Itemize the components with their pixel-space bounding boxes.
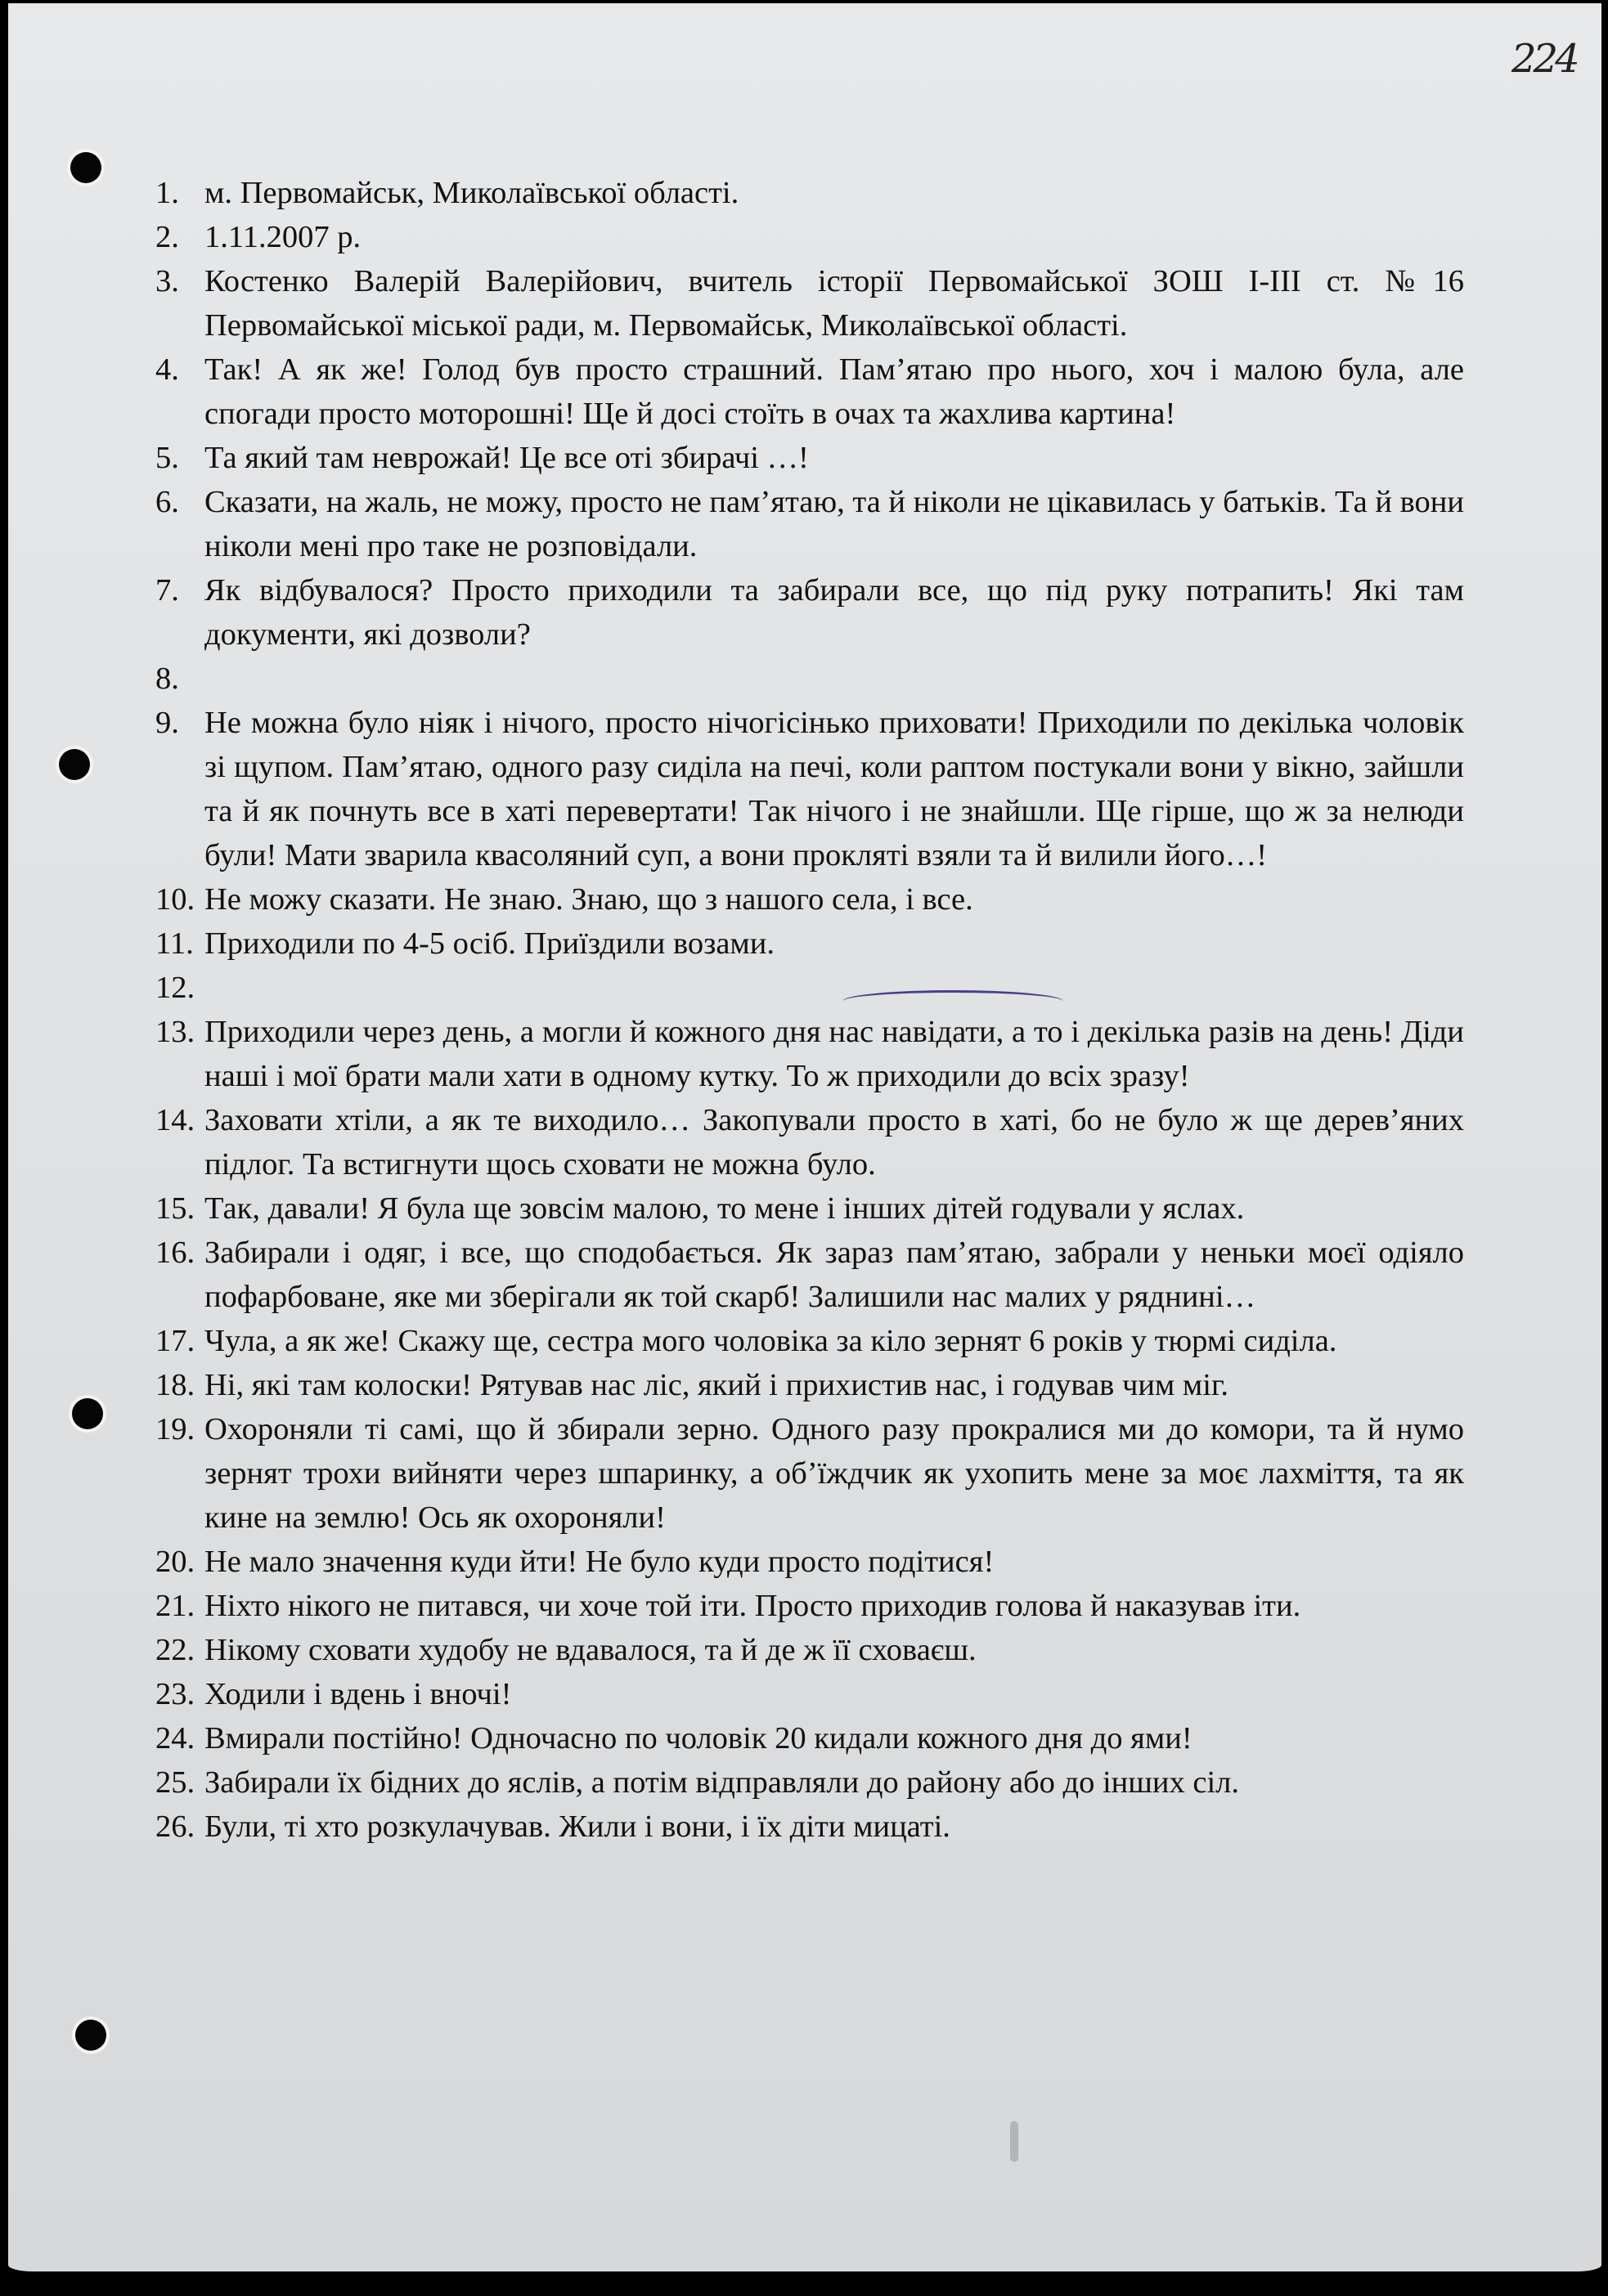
punch-hole [75, 2020, 106, 2051]
item-text: Забирали їх бідних до яслів, а потім відправляли до району або до інших сіл. [204, 1765, 1240, 1800]
list-item [155, 1319, 1464, 1363]
item-text: Ні, які там колоски! Рятував нас ліс, який і прихистив нас, і годував чим міг. [204, 1368, 1229, 1402]
list-item [155, 922, 1464, 966]
item-number: 19. [155, 1412, 195, 1446]
list-item [155, 480, 1464, 568]
list-item [155, 568, 1464, 657]
item-text: Ніхто нікого не питався, чи хоче той іти. Просто приходив голова й наказував іти. [204, 1589, 1301, 1623]
smudge-mark [1010, 2121, 1018, 2162]
list-item [155, 171, 1464, 215]
item-text: Не можна було ніяк і нічого, просто нічогісінько приховати! Приходили по декілька чоловік зі щупом. Пам’ятаю, одного разу сиділа на печі, коли раптом постукали вони у вікно, зайшли та й як почнуть все в хаті перевертати! Так нічого і не знайшли. Ще гірше, що ж за нелюди були! Мати зварила квасоляний суп, а вони прокляті взяли та й вилили його…! [204, 706, 1464, 872]
punch-hole [72, 1398, 103, 1429]
list-item [155, 1010, 1464, 1098]
item-text: Були, ті хто розкулачував. Жили і вони, і їх діти мицаті. [204, 1809, 950, 1844]
item-text: Приходили по 4-5 осіб. Приїздили возами. [204, 926, 775, 961]
list-item [155, 877, 1464, 922]
list-item [155, 1584, 1464, 1628]
list-item [155, 701, 1464, 877]
list-item [155, 1407, 1464, 1540]
punch-hole [70, 152, 101, 183]
list-item [155, 1716, 1464, 1760]
list-item [155, 1186, 1464, 1231]
list-item [155, 1231, 1464, 1319]
item-number: 17. [155, 1324, 195, 1358]
item-number: 22. [155, 1633, 195, 1667]
item-text: Так! А як же! Голод був просто страшний. Пам’ятаю про нього, хоч і малою була, але спогади просто моторошні! Ще й досі стоїть в очах та жахлива картина! [204, 352, 1464, 431]
item-text: Чула, а як же! Скажу ще, сестра мого чоловіка за кіло зернят 6 років у тюрмі сиділа. [204, 1324, 1337, 1358]
item-text: Ходили і вдень і вночі! [204, 1677, 512, 1711]
item-text: Заховати хтіли, а як те виходило… Закопували просто в хаті, бо не було ж ще дерев’яних підлог. Та встигнути щось сховати не можна було. [204, 1103, 1464, 1182]
item-text: Нікому сховати худобу не вдавалося, та й де ж її сховаєш. [204, 1633, 977, 1667]
item-text: Забирали і одяг, і все, що сподобається. Як зараз пам’ятаю, забрали у неньки моєї одіяло пофарбоване, яке ми зберігали як той скарб! Залишили нас малих у ряднині… [204, 1235, 1464, 1314]
item-text: Не можу сказати. Не знаю. Знаю, що з нашого села, і все. [204, 882, 973, 917]
list-item [155, 215, 1464, 259]
item-text [204, 657, 1464, 701]
list-item [155, 1098, 1464, 1186]
item-number: 23. [155, 1677, 195, 1711]
item-text: Вмирали постійно! Одночасно по чоловік 20 кидали кожного дня до ями! [204, 1721, 1193, 1756]
list-item [155, 259, 1464, 348]
item-number: 13. [155, 1015, 195, 1049]
item-number: 14. [155, 1103, 195, 1137]
item-text: Та який там неврожай! Це все оті збирачі …! [204, 441, 809, 475]
item-number: 9. [155, 706, 179, 740]
item-text [204, 966, 1464, 1010]
item-number: 6. [155, 485, 179, 519]
list-item [155, 1760, 1464, 1805]
punch-hole [59, 749, 90, 780]
item-text: Не мало значення куди йти! Не було куди просто подітися! [204, 1545, 995, 1579]
item-number: 16. [155, 1235, 195, 1270]
item-number: 24. [155, 1721, 195, 1756]
item-number: 7. [155, 573, 179, 608]
item-number: 25. [155, 1765, 195, 1800]
item-number: 15. [155, 1191, 195, 1226]
list-item [155, 1805, 1464, 1849]
list-item [155, 1363, 1464, 1407]
item-number: 3. [155, 264, 179, 298]
list-item [155, 436, 1464, 480]
item-text: 1.11.2007 р. [204, 220, 362, 254]
item-number: 2. [155, 220, 179, 254]
item-number: 4. [155, 352, 179, 387]
item-number: 10. [155, 882, 195, 917]
list-item [155, 1540, 1464, 1584]
item-text: Приходили через день, а могли й кожного дня нас навідати, а то і декілька разів на день! Діди наші і мої брати мали хати в одному кутку. То ж приходили до всіх зразу! [204, 1015, 1464, 1093]
item-text: Як відбувалося? Просто приходили та забирали все, що під руку потрапить! Які там документи, які дозволи? [204, 573, 1464, 652]
item-number: 1. [155, 176, 179, 210]
item-number: 18. [155, 1368, 195, 1402]
answer-list [155, 171, 1464, 1849]
item-text: Сказати, на жаль, не можу, просто не пам’ятаю, та й ніколи не цікавилась у батьків. Та й вони ніколи мені про таке не розповідали. [204, 485, 1464, 563]
item-text: м. Первомайськ, Миколаївської області. [204, 176, 739, 210]
item-text: Так, давали! Я була ще зовсім малою, то мене і інших дітей годували у яслах. [204, 1191, 1245, 1226]
item-number: 12. [155, 971, 195, 1005]
item-number: 11. [155, 926, 194, 961]
list-item [155, 966, 1464, 1010]
item-number: 21. [155, 1589, 195, 1623]
list-item [155, 1672, 1464, 1716]
item-text: Охороняли ті самі, що й збирали зерно. Одного разу прокралися ми до комори, та й нумо зернят трохи вийняти через шпаринку, а об’їждчик як ухопить мене за моє лахміття, та як кине на землю! Ось як охороняли! [204, 1412, 1464, 1535]
list-item [155, 657, 1464, 701]
item-number: 26. [155, 1809, 195, 1844]
item-number: 20. [155, 1545, 195, 1579]
item-number: 5. [155, 441, 179, 475]
page-number: 224 [1511, 36, 1577, 82]
item-number: 8. [155, 661, 179, 696]
list-item [155, 1628, 1464, 1672]
document-page [8, 3, 1601, 2271]
list-item [155, 348, 1464, 436]
item-text: Костенко Валерій Валерійович, вчитель історії Первомайської ЗОШ І-ІІІ ст. №16 Первомайської міської ради, м. Первомайськ, Миколаївської області. [204, 264, 1464, 343]
